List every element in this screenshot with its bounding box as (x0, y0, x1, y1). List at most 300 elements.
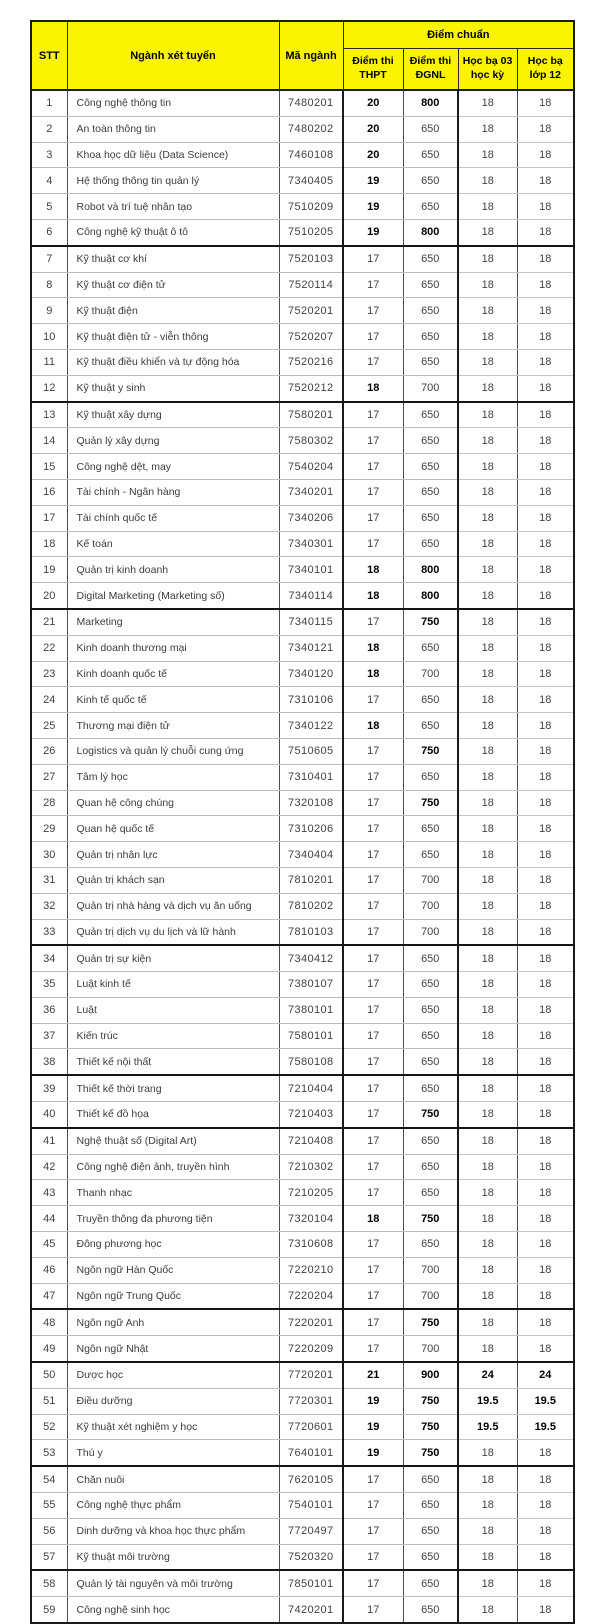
row-stt: 15 (31, 454, 67, 480)
table-row (31, 505, 574, 531)
table-row (31, 919, 574, 945)
row-diem-dgnl: 650 (403, 1232, 458, 1258)
row-hoc-ba-03: 19.5 (458, 1388, 517, 1414)
row-hoc-ba-12: 18 (517, 116, 574, 142)
row-hoc-ba-12: 18 (517, 557, 574, 583)
table-row (31, 583, 574, 609)
row-diem-thpt: 17 (343, 893, 403, 919)
row-stt: 31 (31, 867, 67, 893)
row-stt: 20 (31, 583, 67, 609)
row-nganh: Quản trị sự kiện (67, 945, 279, 971)
row-stt: 17 (31, 505, 67, 531)
row-stt: 8 (31, 272, 67, 298)
table-row (31, 1362, 574, 1388)
row-diem-dgnl: 650 (403, 116, 458, 142)
row-diem-thpt: 17 (343, 246, 403, 272)
row-diem-dgnl: 650 (403, 842, 458, 868)
row-nganh: Thiết kế thời trang (67, 1075, 279, 1101)
row-diem-thpt: 19 (343, 1388, 403, 1414)
table-row (31, 1388, 574, 1414)
row-stt: 22 (31, 635, 67, 661)
header-stt: STT (31, 21, 67, 90)
row-diem-thpt: 17 (343, 867, 403, 893)
row-diem-dgnl: 650 (403, 402, 458, 428)
header-diem-chuan: Điểm chuẩn (343, 21, 574, 49)
table-row (31, 661, 574, 687)
row-nganh: Quản trị kinh doanh (67, 557, 279, 583)
row-stt: 27 (31, 764, 67, 790)
table-row (31, 893, 574, 919)
table-row (31, 402, 574, 428)
row-diem-dgnl: 700 (403, 1336, 458, 1362)
row-hoc-ba-03: 18 (458, 1023, 517, 1049)
row-diem-thpt: 18 (343, 661, 403, 687)
table-row (31, 428, 574, 454)
row-diem-thpt: 17 (343, 919, 403, 945)
table-row (31, 1257, 574, 1283)
table-row (31, 479, 574, 505)
row-ma-nganh: 7340120 (279, 661, 343, 687)
row-diem-dgnl: 650 (403, 1518, 458, 1544)
row-hoc-ba-03: 18 (458, 1180, 517, 1206)
row-ma-nganh: 7580101 (279, 1023, 343, 1049)
row-stt: 44 (31, 1206, 67, 1232)
row-ma-nganh: 7380101 (279, 997, 343, 1023)
row-nganh: Công nghệ sinh học (67, 1597, 279, 1623)
table-body (31, 90, 574, 1623)
row-diem-dgnl: 650 (403, 142, 458, 168)
row-stt: 3 (31, 142, 67, 168)
row-ma-nganh: 7520207 (279, 324, 343, 350)
row-ma-nganh: 7340405 (279, 168, 343, 194)
row-hoc-ba-03: 24 (458, 1362, 517, 1388)
row-diem-dgnl: 650 (403, 1597, 458, 1623)
row-ma-nganh: 7340101 (279, 557, 343, 583)
row-stt: 46 (31, 1257, 67, 1283)
row-ma-nganh: 7620105 (279, 1466, 343, 1492)
row-hoc-ba-03: 18 (458, 764, 517, 790)
row-stt: 25 (31, 713, 67, 739)
row-ma-nganh: 7340404 (279, 842, 343, 868)
row-hoc-ba-03: 18 (458, 557, 517, 583)
header-hoc-ba-lop-12: Học bạ lớp 12 (517, 49, 574, 91)
row-diem-thpt: 19 (343, 1414, 403, 1440)
row-diem-dgnl: 650 (403, 713, 458, 739)
row-hoc-ba-12: 18 (517, 583, 574, 609)
row-stt: 13 (31, 402, 67, 428)
row-diem-thpt: 17 (343, 1257, 403, 1283)
row-hoc-ba-12: 18 (517, 1518, 574, 1544)
table-row (31, 738, 574, 764)
table-row (31, 349, 574, 375)
row-hoc-ba-12: 18 (517, 142, 574, 168)
row-diem-dgnl: 700 (403, 375, 458, 401)
row-nganh: Hệ thống thông tin quản lý (67, 168, 279, 194)
row-hoc-ba-12: 18 (517, 349, 574, 375)
row-hoc-ba-03: 18 (458, 1257, 517, 1283)
row-ma-nganh: 7720601 (279, 1414, 343, 1440)
row-diem-thpt: 19 (343, 194, 403, 220)
header-nganh-xet-tuyen: Ngành xét tuyển (67, 21, 279, 90)
row-hoc-ba-12: 18 (517, 816, 574, 842)
table-row (31, 1414, 574, 1440)
row-diem-dgnl: 650 (403, 1154, 458, 1180)
table-row (31, 1466, 574, 1492)
table-row (31, 1597, 574, 1623)
row-diem-dgnl: 650 (403, 324, 458, 350)
row-hoc-ba-12: 18 (517, 1597, 574, 1623)
row-diem-thpt: 17 (343, 1570, 403, 1596)
row-hoc-ba-12: 18 (517, 402, 574, 428)
row-diem-thpt: 17 (343, 298, 403, 324)
row-nganh: Tâm lý học (67, 764, 279, 790)
row-stt: 23 (31, 661, 67, 687)
row-hoc-ba-12: 18 (517, 479, 574, 505)
row-hoc-ba-12: 18 (517, 687, 574, 713)
row-diem-dgnl: 650 (403, 531, 458, 557)
row-stt: 1 (31, 90, 67, 116)
row-diem-dgnl: 700 (403, 893, 458, 919)
row-diem-thpt: 20 (343, 90, 403, 116)
row-nganh: Dinh dưỡng và khoa học thực phẩm (67, 1518, 279, 1544)
table-row (31, 1232, 574, 1258)
row-diem-thpt: 17 (343, 505, 403, 531)
table-row (31, 557, 574, 583)
row-hoc-ba-03: 18 (458, 246, 517, 272)
row-diem-dgnl: 650 (403, 1180, 458, 1206)
row-diem-dgnl: 650 (403, 764, 458, 790)
row-diem-dgnl: 750 (403, 609, 458, 635)
table-row (31, 1180, 574, 1206)
row-stt: 24 (31, 687, 67, 713)
row-hoc-ba-12: 18 (517, 1466, 574, 1492)
table-row (31, 246, 574, 272)
row-hoc-ba-12: 18 (517, 375, 574, 401)
row-stt: 58 (31, 1570, 67, 1596)
row-ma-nganh: 7310608 (279, 1232, 343, 1258)
row-hoc-ba-12: 18 (517, 945, 574, 971)
table-row (31, 194, 574, 220)
row-nganh: Quản lý tài nguyên và môi trường (67, 1570, 279, 1596)
row-diem-thpt: 18 (343, 557, 403, 583)
row-ma-nganh: 7340115 (279, 609, 343, 635)
row-nganh: Thiết kế đồ họa (67, 1102, 279, 1128)
row-diem-dgnl: 750 (403, 1309, 458, 1335)
row-nganh: Ngôn ngữ Anh (67, 1309, 279, 1335)
row-ma-nganh: 7210404 (279, 1075, 343, 1101)
table-row (31, 1128, 574, 1154)
table-row (31, 116, 574, 142)
row-hoc-ba-12: 18 (517, 1049, 574, 1075)
row-nganh: Ngôn ngữ Nhật (67, 1336, 279, 1362)
row-diem-dgnl: 650 (403, 349, 458, 375)
row-hoc-ba-03: 18 (458, 1154, 517, 1180)
row-hoc-ba-12: 19.5 (517, 1414, 574, 1440)
row-ma-nganh: 7580108 (279, 1049, 343, 1075)
row-stt: 14 (31, 428, 67, 454)
row-ma-nganh: 7720201 (279, 1362, 343, 1388)
table-row (31, 1309, 574, 1335)
row-diem-thpt: 17 (343, 1544, 403, 1570)
row-diem-thpt: 17 (343, 1336, 403, 1362)
row-hoc-ba-03: 18 (458, 375, 517, 401)
row-hoc-ba-03: 18 (458, 1232, 517, 1258)
table-row (31, 713, 574, 739)
table-row (31, 324, 574, 350)
row-hoc-ba-03: 18 (458, 816, 517, 842)
row-diem-thpt: 17 (343, 1466, 403, 1492)
row-nganh: Quan hệ công chúng (67, 790, 279, 816)
row-nganh: Kỹ thuật điều khiển và tự động hóa (67, 349, 279, 375)
row-hoc-ba-12: 18 (517, 919, 574, 945)
row-nganh: An toàn thông tin (67, 116, 279, 142)
row-ma-nganh: 7220204 (279, 1283, 343, 1309)
row-hoc-ba-03: 18 (458, 1102, 517, 1128)
row-hoc-ba-12: 18 (517, 790, 574, 816)
table-row (31, 272, 574, 298)
row-diem-dgnl: 750 (403, 1388, 458, 1414)
row-diem-dgnl: 750 (403, 738, 458, 764)
row-stt: 51 (31, 1388, 67, 1414)
row-diem-dgnl: 650 (403, 479, 458, 505)
row-hoc-ba-03: 18 (458, 1283, 517, 1309)
row-hoc-ba-12: 18 (517, 1180, 574, 1206)
row-ma-nganh: 7510205 (279, 219, 343, 245)
row-ma-nganh: 7520103 (279, 246, 343, 272)
row-diem-thpt: 17 (343, 790, 403, 816)
row-hoc-ba-03: 18 (458, 194, 517, 220)
row-hoc-ba-12: 19.5 (517, 1388, 574, 1414)
row-hoc-ba-12: 18 (517, 1493, 574, 1519)
row-hoc-ba-12: 18 (517, 1102, 574, 1128)
row-nganh: Thú y (67, 1440, 279, 1466)
row-diem-dgnl: 650 (403, 1493, 458, 1519)
row-diem-thpt: 17 (343, 1597, 403, 1623)
row-hoc-ba-03: 18 (458, 687, 517, 713)
row-ma-nganh: 7640101 (279, 1440, 343, 1466)
row-stt: 6 (31, 219, 67, 245)
row-ma-nganh: 7850101 (279, 1570, 343, 1596)
table-row (31, 1075, 574, 1101)
row-diem-dgnl: 800 (403, 90, 458, 116)
row-hoc-ba-03: 18 (458, 1206, 517, 1232)
row-nganh: Tài chính quốc tế (67, 505, 279, 531)
row-diem-thpt: 17 (343, 609, 403, 635)
row-stt: 57 (31, 1544, 67, 1570)
row-hoc-ba-03: 18 (458, 272, 517, 298)
row-hoc-ba-12: 18 (517, 505, 574, 531)
row-stt: 36 (31, 997, 67, 1023)
row-nganh: Quản trị dịch vụ du lịch và lữ hành (67, 919, 279, 945)
row-stt: 4 (31, 168, 67, 194)
row-diem-dgnl: 650 (403, 194, 458, 220)
row-hoc-ba-12: 18 (517, 90, 574, 116)
row-hoc-ba-03: 18 (458, 661, 517, 687)
row-stt: 18 (31, 531, 67, 557)
row-diem-thpt: 17 (343, 479, 403, 505)
row-ma-nganh: 7580201 (279, 402, 343, 428)
row-diem-thpt: 17 (343, 531, 403, 557)
row-ma-nganh: 7220209 (279, 1336, 343, 1362)
row-ma-nganh: 7520212 (279, 375, 343, 401)
row-diem-thpt: 19 (343, 168, 403, 194)
row-diem-thpt: 17 (343, 687, 403, 713)
row-diem-thpt: 18 (343, 1206, 403, 1232)
row-ma-nganh: 7810103 (279, 919, 343, 945)
row-hoc-ba-03: 18 (458, 90, 517, 116)
row-hoc-ba-03: 18 (458, 1597, 517, 1623)
row-ma-nganh: 7520216 (279, 349, 343, 375)
row-diem-dgnl: 900 (403, 1362, 458, 1388)
row-hoc-ba-03: 18 (458, 1493, 517, 1519)
row-stt: 12 (31, 375, 67, 401)
row-diem-thpt: 20 (343, 116, 403, 142)
row-ma-nganh: 7510209 (279, 194, 343, 220)
row-stt: 49 (31, 1336, 67, 1362)
row-ma-nganh: 7720301 (279, 1388, 343, 1414)
row-hoc-ba-12: 18 (517, 1232, 574, 1258)
table-row (31, 531, 574, 557)
row-ma-nganh: 7380107 (279, 972, 343, 998)
table-row (31, 1102, 574, 1128)
row-hoc-ba-03: 19.5 (458, 1414, 517, 1440)
table-row (31, 1154, 574, 1180)
row-diem-dgnl: 800 (403, 583, 458, 609)
row-stt: 11 (31, 349, 67, 375)
row-nganh: Marketing (67, 609, 279, 635)
row-ma-nganh: 7320108 (279, 790, 343, 816)
row-stt: 54 (31, 1466, 67, 1492)
table-row (31, 1544, 574, 1570)
table-row (31, 219, 574, 245)
row-hoc-ba-03: 18 (458, 168, 517, 194)
row-nganh: Điều dưỡng (67, 1388, 279, 1414)
row-ma-nganh: 7210403 (279, 1102, 343, 1128)
row-hoc-ba-12: 18 (517, 1154, 574, 1180)
row-nganh: Công nghệ dệt, may (67, 454, 279, 480)
row-diem-thpt: 17 (343, 1023, 403, 1049)
header-diem-thi-dgnl: Điểm thi ĐGNL (403, 49, 458, 91)
row-hoc-ba-03: 18 (458, 1128, 517, 1154)
row-hoc-ba-03: 18 (458, 1049, 517, 1075)
row-stt: 9 (31, 298, 67, 324)
row-nganh: Luật kinh tế (67, 972, 279, 998)
row-diem-thpt: 17 (343, 272, 403, 298)
row-nganh: Thanh nhạc (67, 1180, 279, 1206)
row-diem-thpt: 18 (343, 713, 403, 739)
row-stt: 56 (31, 1518, 67, 1544)
row-hoc-ba-12: 18 (517, 298, 574, 324)
row-hoc-ba-12: 18 (517, 1257, 574, 1283)
row-nganh: Logistics và quản lý chuỗi cung ứng (67, 738, 279, 764)
row-diem-dgnl: 650 (403, 1544, 458, 1570)
row-stt: 30 (31, 842, 67, 868)
table-row (31, 454, 574, 480)
row-diem-dgnl: 650 (403, 505, 458, 531)
table-row (31, 168, 574, 194)
row-hoc-ba-12: 18 (517, 428, 574, 454)
row-ma-nganh: 7540101 (279, 1493, 343, 1519)
row-diem-dgnl: 650 (403, 997, 458, 1023)
table-row (31, 687, 574, 713)
row-diem-thpt: 17 (343, 738, 403, 764)
row-hoc-ba-12: 18 (517, 1336, 574, 1362)
row-ma-nganh: 7340121 (279, 635, 343, 661)
row-hoc-ba-03: 18 (458, 505, 517, 531)
row-nganh: Kiến trúc (67, 1023, 279, 1049)
row-diem-thpt: 17 (343, 324, 403, 350)
row-hoc-ba-03: 18 (458, 1075, 517, 1101)
table-row (31, 1206, 574, 1232)
row-hoc-ba-12: 18 (517, 893, 574, 919)
row-nganh: Kế toán (67, 531, 279, 557)
table-row (31, 945, 574, 971)
row-ma-nganh: 7810202 (279, 893, 343, 919)
row-nganh: Kinh doanh quốc tế (67, 661, 279, 687)
row-diem-dgnl: 650 (403, 454, 458, 480)
row-diem-thpt: 17 (343, 1102, 403, 1128)
row-nganh: Công nghệ điện ảnh, truyền hình (67, 1154, 279, 1180)
row-hoc-ba-12: 18 (517, 1570, 574, 1596)
row-hoc-ba-03: 18 (458, 842, 517, 868)
row-diem-dgnl: 750 (403, 1440, 458, 1466)
row-ma-nganh: 7510605 (279, 738, 343, 764)
row-hoc-ba-12: 18 (517, 1544, 574, 1570)
table-row (31, 997, 574, 1023)
row-hoc-ba-03: 18 (458, 349, 517, 375)
row-hoc-ba-03: 18 (458, 609, 517, 635)
row-nganh: Truyền thông đa phương tiện (67, 1206, 279, 1232)
row-ma-nganh: 7340122 (279, 713, 343, 739)
table-row (31, 1570, 574, 1596)
row-diem-dgnl: 650 (403, 428, 458, 454)
row-nganh: Quản trị khách sạn (67, 867, 279, 893)
row-nganh: Kỹ thuật xét nghiệm y học (67, 1414, 279, 1440)
row-diem-thpt: 18 (343, 635, 403, 661)
row-nganh: Kinh tế quốc tế (67, 687, 279, 713)
row-hoc-ba-12: 18 (517, 713, 574, 739)
row-ma-nganh: 7460108 (279, 142, 343, 168)
row-diem-dgnl: 650 (403, 945, 458, 971)
row-nganh: Kỹ thuật xây dựng (67, 402, 279, 428)
table-row (31, 1283, 574, 1309)
row-hoc-ba-12: 18 (517, 738, 574, 764)
row-diem-dgnl: 650 (403, 298, 458, 324)
row-hoc-ba-03: 18 (458, 919, 517, 945)
row-diem-thpt: 17 (343, 1309, 403, 1335)
row-stt: 2 (31, 116, 67, 142)
row-diem-thpt: 17 (343, 1518, 403, 1544)
admission-scores-table (30, 20, 575, 1624)
row-hoc-ba-03: 18 (458, 142, 517, 168)
row-stt: 45 (31, 1232, 67, 1258)
row-stt: 53 (31, 1440, 67, 1466)
row-hoc-ba-03: 18 (458, 738, 517, 764)
row-nganh: Công nghệ thực phẩm (67, 1493, 279, 1519)
row-stt: 10 (31, 324, 67, 350)
row-stt: 32 (31, 893, 67, 919)
row-stt: 5 (31, 194, 67, 220)
row-hoc-ba-12: 18 (517, 609, 574, 635)
row-diem-thpt: 21 (343, 1362, 403, 1388)
row-hoc-ba-03: 18 (458, 1440, 517, 1466)
row-hoc-ba-12: 18 (517, 842, 574, 868)
row-nganh: Thương mại điện tử (67, 713, 279, 739)
row-diem-dgnl: 750 (403, 1414, 458, 1440)
table-row (31, 867, 574, 893)
row-hoc-ba-03: 18 (458, 1336, 517, 1362)
table-row (31, 90, 574, 116)
